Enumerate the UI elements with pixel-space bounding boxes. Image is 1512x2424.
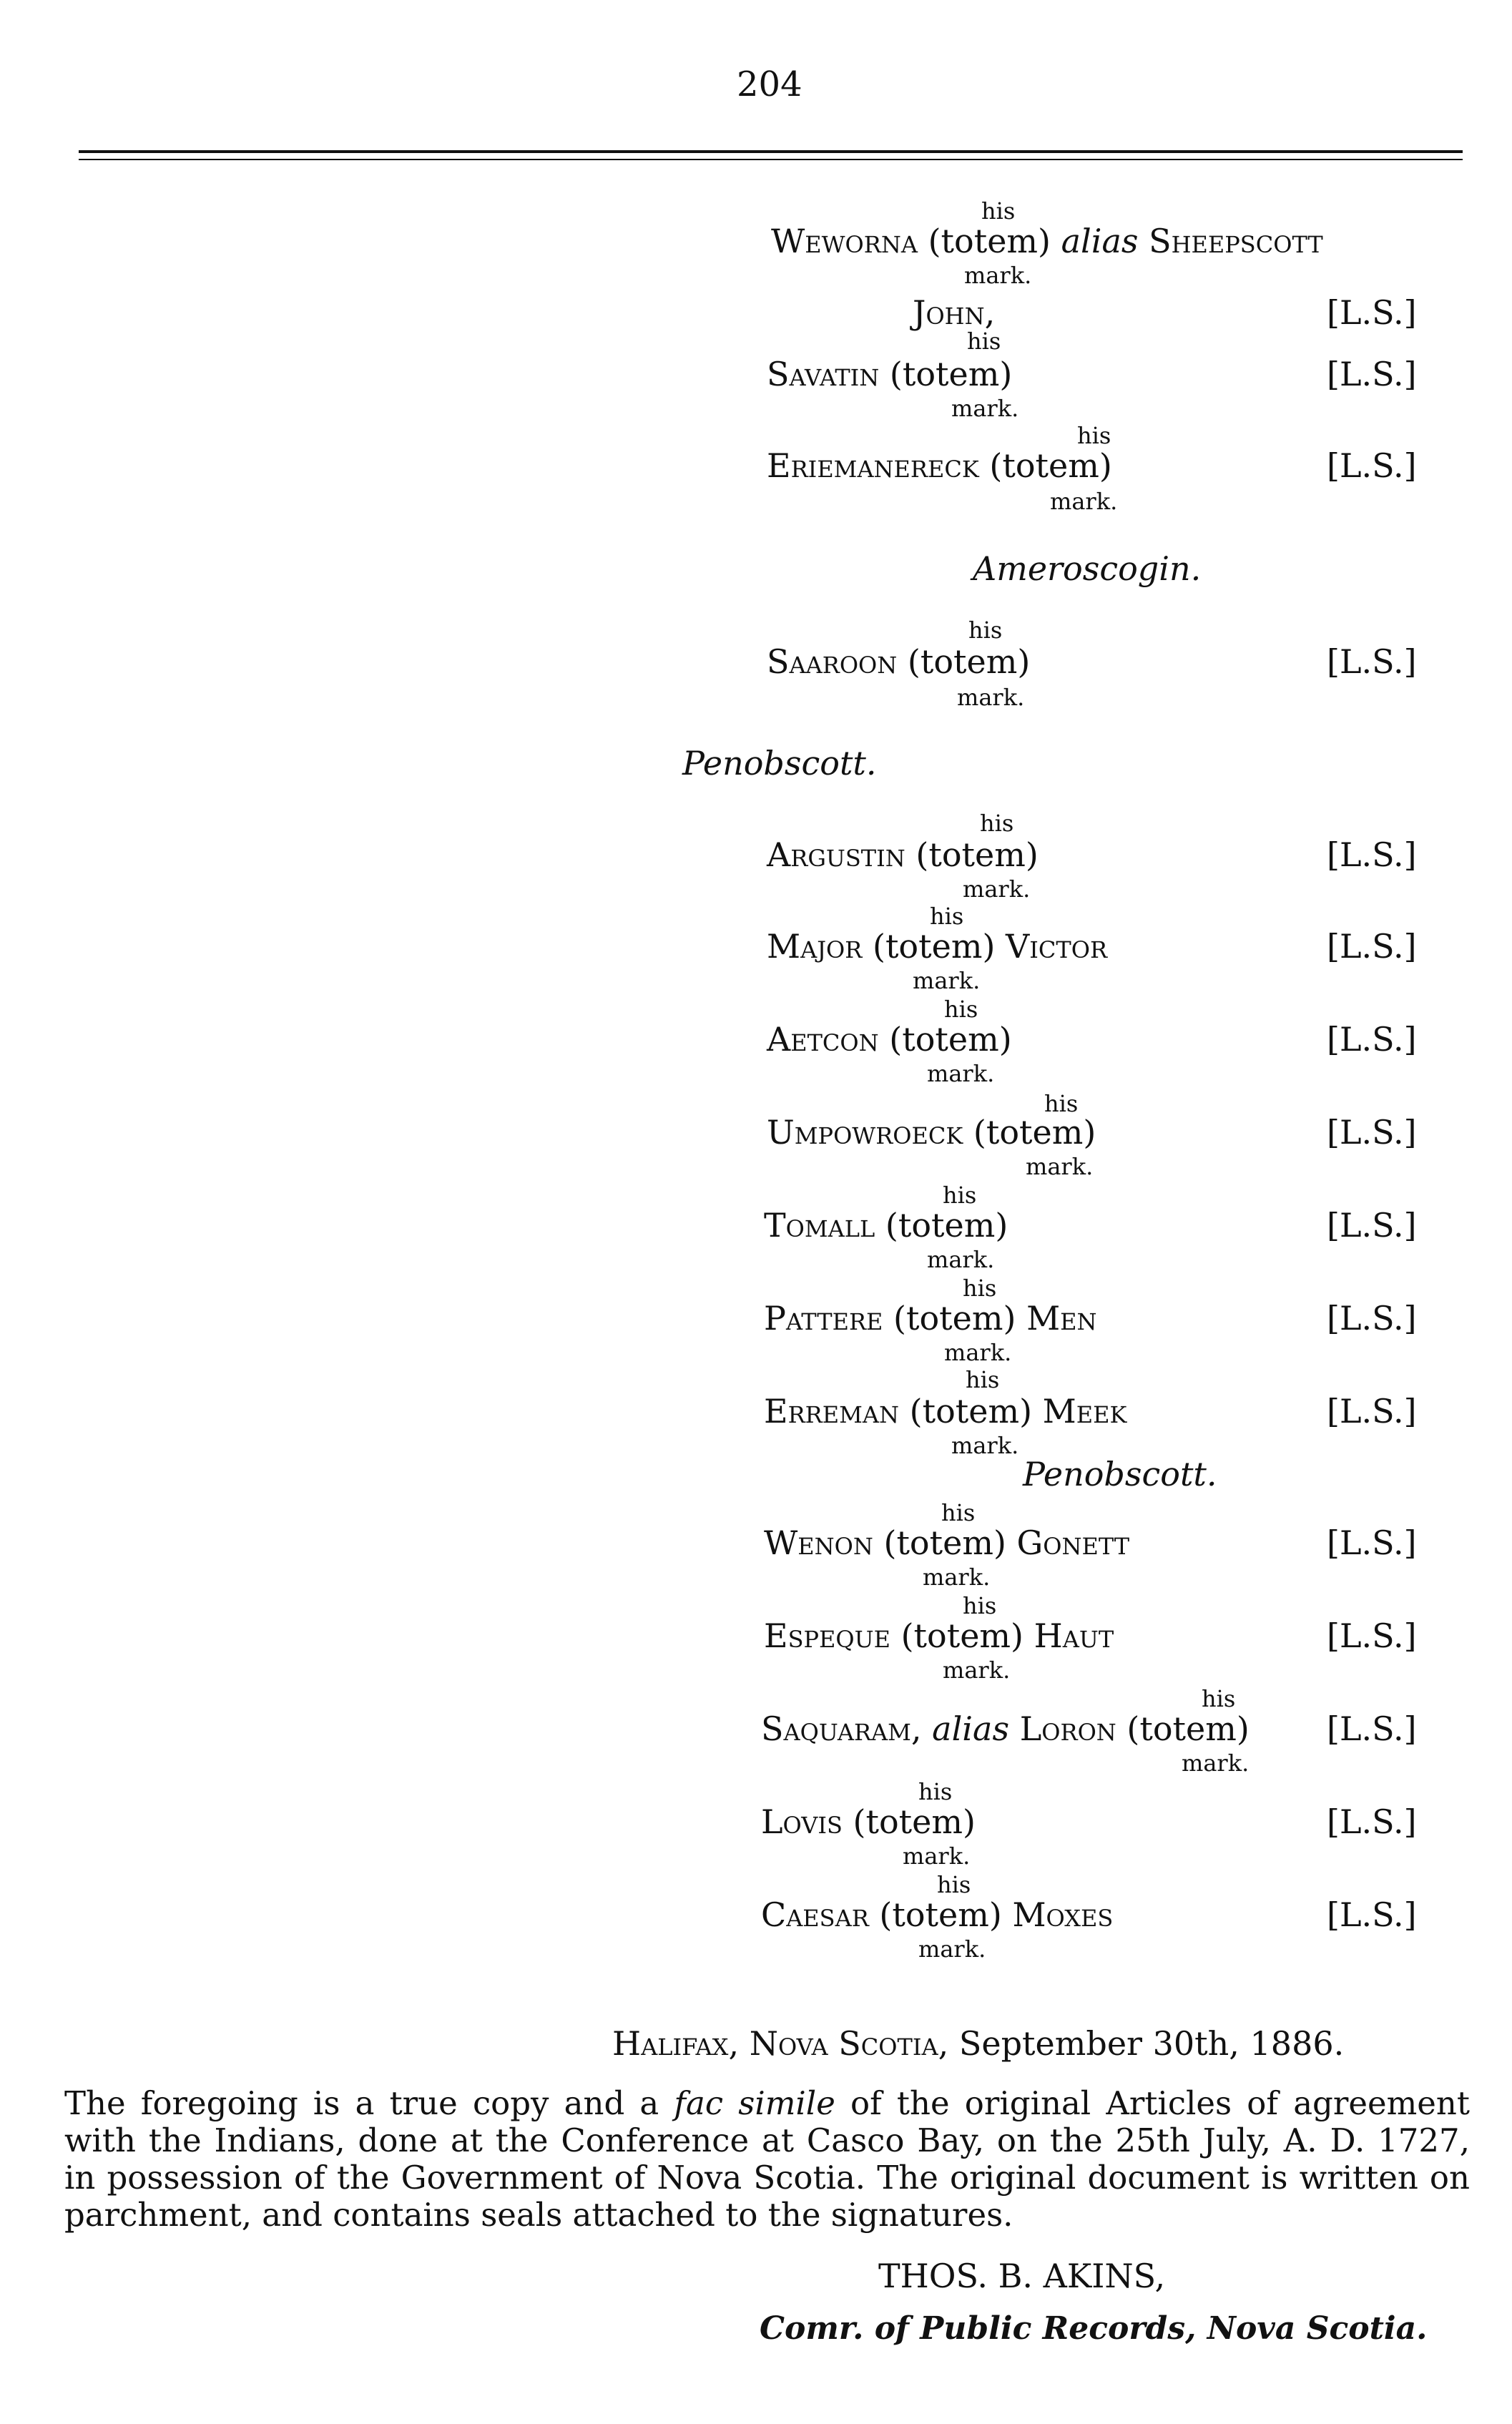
signer-name: Argustin: [767, 835, 905, 874]
signature-name: [764, 1392, 1126, 1431]
signer-name: Erreman: [764, 1392, 900, 1431]
header-rule-thin: [79, 159, 1463, 160]
mark-label: mark.: [957, 684, 1025, 711]
mark-label: mark.: [1050, 488, 1118, 515]
signature-name: [767, 642, 1030, 681]
totem-text: (totem): [873, 1523, 1017, 1562]
totem-text: (totem): [878, 1020, 1012, 1059]
his-label: his: [1077, 422, 1111, 449]
alias-name: Sheepscott: [1149, 222, 1323, 260]
his-label: his: [941, 1499, 976, 1526]
mark-label: mark.: [951, 1432, 1019, 1459]
mark-label: mark.: [943, 1657, 1011, 1684]
seal-mark: [L.S.]: [1327, 835, 1417, 874]
second-name: Men: [1026, 1299, 1097, 1338]
signer-title: Comr. of Public Records, Nova Scotia.: [760, 2310, 1428, 2347]
totem-text: (totem): [899, 1392, 1043, 1431]
tribe-heading: Ameroscogin.: [973, 549, 1202, 588]
paragraph-part2: of the original Articles of agreement with the Indians, done at the Conference at Casco Bay, on the 25th July, A. D. 1727, in possession of the Government of Nova Scotia. The original document is written on parchment, and contains seals attached to the signatures.: [64, 2084, 1470, 2234]
date-province: Nova Scotia: [749, 2024, 938, 2063]
second-name: Moxes: [1012, 1895, 1114, 1934]
signer-name: Eriemanereck: [767, 446, 979, 485]
seal-mark: [L.S.]: [1327, 293, 1417, 332]
seal-mark: [L.S.]: [1327, 1020, 1417, 1059]
signer-name: Saaroon: [767, 642, 898, 681]
mark-label: mark.: [1182, 1750, 1250, 1777]
seal-mark: [L.S.]: [1327, 1802, 1417, 1841]
signature-name: [771, 222, 1323, 260]
second-name: Meek: [1042, 1392, 1127, 1431]
totem-text: (totem): [1116, 1709, 1250, 1748]
signer-name: Weworna: [771, 222, 918, 260]
his-label: his: [1044, 1090, 1079, 1117]
signer-name: Tomall: [764, 1206, 875, 1245]
signature-name: [761, 1709, 1250, 1748]
signer-name: John,: [913, 293, 996, 332]
his-label: his: [1202, 1685, 1236, 1712]
mark-label: mark.: [913, 967, 981, 994]
seal-mark: [L.S.]: [1327, 355, 1417, 393]
totem-text: (totem): [875, 1206, 1008, 1245]
header-rule: [79, 150, 1463, 153]
mark-label: mark.: [944, 1339, 1012, 1366]
seal-mark: [L.S.]: [1327, 1709, 1417, 1748]
signature-name: [767, 446, 1112, 485]
signer-name: THOS. B. AKINS,: [878, 2257, 1166, 2295]
totem-text: (totem): [868, 1895, 1013, 1934]
signer-name: Espeque: [764, 1616, 890, 1655]
seal-mark: [L.S.]: [1327, 1299, 1417, 1338]
totem-text: (totem): [897, 642, 1031, 681]
alias-name: Loron: [1019, 1709, 1116, 1748]
signature-name: [767, 355, 1012, 393]
tribe-heading: Penobscott.: [682, 744, 877, 782]
signature-name: [767, 1113, 1096, 1152]
his-label: his: [963, 1592, 997, 1619]
spacer-text: [922, 1709, 933, 1748]
mark-label: mark.: [927, 1060, 995, 1087]
seal-mark: [L.S.]: [1327, 1895, 1417, 1934]
signer-name: Caesar: [761, 1895, 869, 1934]
signer-name: Saquaram,: [761, 1709, 922, 1748]
page-number: 204: [737, 64, 802, 104]
his-label: his: [943, 1182, 977, 1209]
signer-name: Lovis: [761, 1802, 843, 1841]
totem-text: (totem): [862, 927, 1006, 966]
alias-text: alias: [1061, 222, 1139, 260]
signature-name: [913, 293, 995, 332]
signer-name: Aetcon: [767, 1020, 879, 1059]
signature-name: [764, 1616, 1114, 1655]
signer-name: Wenon: [764, 1523, 873, 1562]
second-name: Haut: [1034, 1616, 1114, 1655]
his-label: his: [980, 810, 1014, 837]
his-label: his: [966, 1366, 1000, 1393]
mark-label: mark.: [923, 1564, 991, 1591]
second-name: Gonett: [1016, 1523, 1130, 1562]
signature-name: [761, 1895, 1113, 1934]
signature-name: [764, 1206, 1008, 1245]
totem-text: (totem): [879, 355, 1013, 393]
certification-paragraph: [64, 2085, 1470, 2234]
paragraph-part1: The foregoing is a true copy and a: [64, 2084, 674, 2122]
totem-text: (totem): [890, 1616, 1034, 1655]
date-line: Halifax, Nova Scotia, September 30th, 1886.: [612, 2024, 1345, 2063]
signer-name: Major: [767, 927, 863, 966]
date-text: September 30th, 1886.: [958, 2024, 1345, 2063]
seal-mark: [L.S.]: [1327, 446, 1417, 485]
signer-name: Umpowroeck: [767, 1113, 963, 1152]
mark-label: mark.: [918, 1935, 986, 1963]
his-label: his: [937, 1871, 971, 1898]
paragraph-italic: fac simile: [674, 2084, 835, 2122]
totem-text: (totem): [917, 222, 1061, 260]
signature-name: [764, 1299, 1097, 1338]
signature-name: [767, 835, 1039, 874]
seal-mark: [L.S.]: [1327, 1206, 1417, 1245]
his-label: his: [918, 1778, 953, 1805]
seal-mark: [L.S.]: [1327, 1392, 1417, 1431]
totem-text: (totem): [842, 1802, 976, 1841]
signature-name: [764, 1523, 1129, 1562]
seal-mark: [L.S.]: [1327, 642, 1417, 681]
signer-name: Pattere: [764, 1299, 883, 1338]
mark-label: mark.: [964, 262, 1032, 289]
his-label: his: [930, 903, 964, 930]
totem-text: (totem): [905, 835, 1039, 874]
seal-mark: [L.S.]: [1327, 927, 1417, 966]
totem-text: (totem): [978, 446, 1112, 485]
mark-label: mark.: [1026, 1153, 1094, 1180]
totem-text: (totem): [883, 1299, 1027, 1338]
date-city: Halifax: [612, 2024, 729, 2063]
his-label: his: [968, 617, 1003, 644]
seal-mark: [L.S.]: [1327, 1113, 1417, 1152]
signer-name: Savatin: [767, 355, 880, 393]
signature-name: [761, 1802, 976, 1841]
second-name: Victor: [1006, 927, 1108, 966]
mark-label: mark.: [903, 1842, 971, 1870]
seal-mark: [L.S.]: [1327, 1616, 1417, 1655]
alias-text: alias: [932, 1709, 1010, 1748]
signature-name: [767, 927, 1107, 966]
tribe-heading: Penobscott.: [1023, 1455, 1217, 1493]
signature-name: [767, 1020, 1012, 1059]
seal-mark: [L.S.]: [1327, 1523, 1417, 1562]
his-label: his: [981, 197, 1016, 225]
mark-label: mark.: [927, 1246, 995, 1273]
his-label: his: [967, 328, 1001, 355]
mark-label: mark.: [951, 395, 1019, 422]
mark-label: mark.: [963, 875, 1031, 903]
his-label: his: [963, 1275, 997, 1302]
totem-text: (totem): [963, 1113, 1096, 1152]
his-label: his: [944, 996, 978, 1023]
